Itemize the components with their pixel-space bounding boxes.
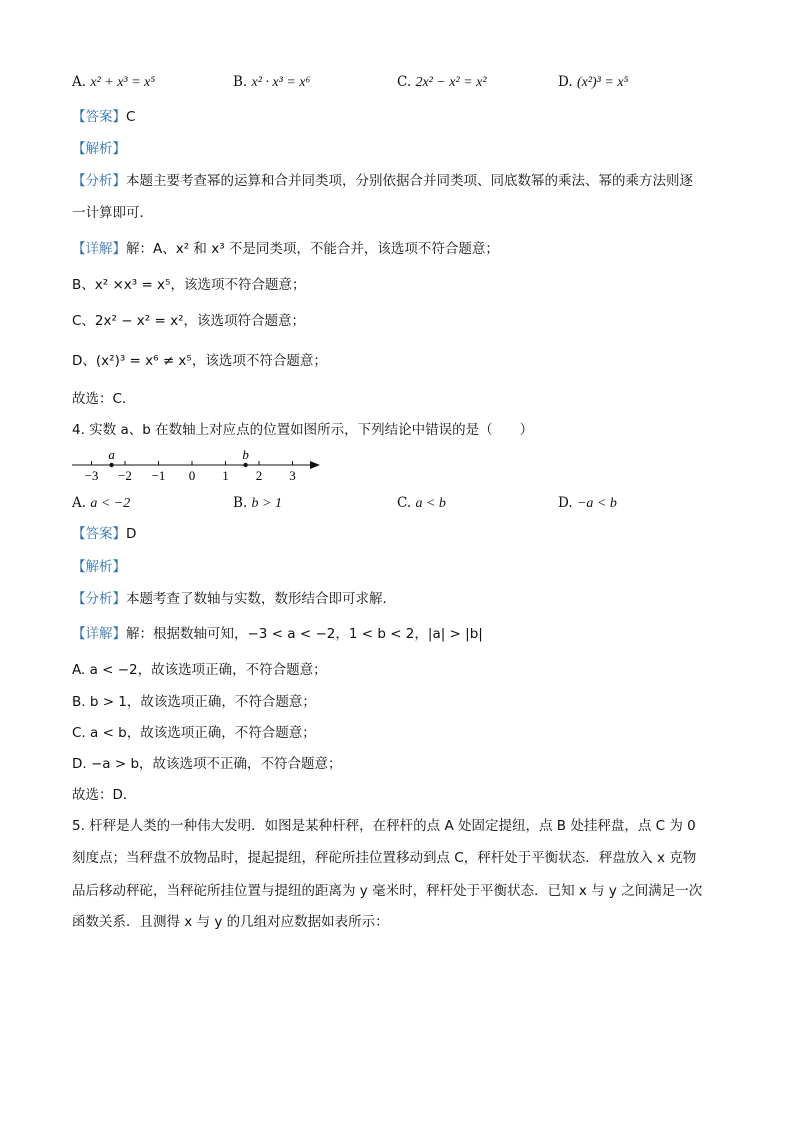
option-expression: (x²)³ = x⁵ [576, 75, 629, 90]
q5-line2: 刻度点；当秤盘不放物品时，提起提纽，秤砣所挂位置移动到点 C，秤杆处于平衡状态．秤盘放入 x 克物 [72, 850, 697, 866]
q4-detail [72, 624, 483, 644]
analysis-text: 本题考查了数轴与实数，数形结合即可求解． [126, 591, 396, 607]
q3-explain-tag [72, 139, 126, 159]
analysis-text: 本题主要考查幂的运算和合并同类项，分别依据合并同类项、同底数幂的乘法、幂的乘方法则逐 [126, 173, 693, 189]
q4-option-d [558, 493, 617, 514]
q3-option-a [72, 72, 155, 93]
q3-option-d [558, 72, 628, 93]
number-line-point-b [243, 463, 247, 467]
option-label: C. [397, 495, 412, 511]
number-line-tick-label: 1 [222, 468, 229, 483]
q3-choose: 故选：C． [72, 391, 136, 407]
option-label: A. [72, 74, 87, 90]
option-label: A. [72, 495, 87, 511]
number-line-tick-label: −2 [118, 468, 132, 483]
number-line-tick-label: 3 [289, 468, 296, 483]
detail-tag: 【详解】 [72, 241, 126, 257]
q3-detail-d: D、(x²)³ = x⁶ ≠ x⁵，该选项不符合题意； [72, 353, 327, 369]
analysis-tag: 【分析】 [72, 591, 126, 607]
analysis-tag: 【分析】 [72, 173, 126, 189]
option-expression: a < −2 [90, 496, 131, 511]
q4-detail-c: C. a < b，故该选项正确，不符合题意； [72, 725, 316, 741]
q3-answer [72, 107, 135, 127]
option-label: B. [233, 495, 248, 511]
number-line-point-label-a: a [108, 447, 115, 462]
q3-analysis-line2: 一计算即可． [72, 205, 153, 221]
option-expression: −a < b [576, 496, 617, 511]
q4-analysis [72, 589, 396, 609]
option-label: D. [558, 495, 573, 511]
answer-value: D [126, 526, 137, 542]
option-label: C. [397, 74, 412, 90]
q3-analysis [72, 171, 693, 191]
q4-detail-d: D. −a > b，故该选项不正确，不符合题意； [72, 756, 342, 772]
q4-explain-tag [72, 557, 126, 577]
answer-tag: 【答案】 [72, 109, 126, 125]
q4-detail-b: B. b > 1，故该选项正确，不符合题意； [72, 694, 316, 710]
explain-tag: 【解析】 [72, 559, 126, 575]
number-line-figure [72, 446, 332, 486]
explain-tag: 【解析】 [72, 141, 126, 157]
q4-stem: 4. 实数 a、b 在数轴上对应点的位置如图所示，下列结论中错误的是（ ） [72, 422, 534, 438]
q3-detail [72, 239, 499, 259]
q3-detail-c: C、2x² − x² = x²，该选项符合题意； [72, 313, 306, 329]
q4-answer [72, 524, 136, 544]
answer-tag: 【答案】 [72, 526, 126, 542]
option-expression: 2x² − x² = x² [415, 75, 487, 90]
option-label: D. [558, 74, 573, 90]
option-label: B. [233, 74, 248, 90]
number-line-point-a [109, 463, 113, 467]
q4-option-b [233, 493, 282, 514]
q5-line4: 函数关系．且测得 x 与 y 的几组对应数据如表所示： [72, 914, 389, 930]
option-expression: x² + x³ = x⁵ [90, 75, 156, 90]
q4-option-a [72, 493, 130, 514]
q4-option-c [397, 493, 446, 514]
q5-line3: 品后移动秤砣，当秤砣所挂位置与提纽的距离为 y 毫米时，秤杆处于平衡状态．已知 x 与 y 之间满足一次 [72, 883, 703, 899]
answer-value: C [126, 109, 136, 125]
option-expression: a < b [415, 496, 446, 511]
number-line-tick-label: −3 [84, 468, 99, 483]
number-line-tick-label: 2 [255, 468, 263, 483]
q5-line1: 5. 杆秤是人类的一种伟大发明．如图是某种杆秤，在秤杆的点 A 处固定提纽，点 B 处挂秤盘，点 C 为 0 [72, 818, 696, 834]
detail-tag: 【详解】 [72, 626, 126, 642]
option-expression: x² · x³ = x⁶ [251, 75, 311, 90]
number-line-point-label-b: b [242, 447, 249, 462]
option-expression: b > 1 [251, 496, 282, 511]
detail-text: 解：A、x² 和 x³ 不是同类项，不能合并，该选项不符合题意； [126, 241, 499, 257]
axis-arrow-icon [310, 461, 320, 469]
q4-choose: 故选：D． [72, 787, 137, 803]
detail-text: 解：根据数轴可知，−3 < a < −2，1 < b < 2，|a| > |b| [126, 626, 483, 642]
number-line-tick-label: −1 [151, 468, 166, 483]
q3-detail-b: B、x² ×x³ = x⁵，该选项不符合题意； [72, 277, 306, 293]
q3-option-c [397, 72, 487, 93]
number-line-tick-label: 0 [188, 468, 196, 483]
q3-option-b [233, 72, 310, 93]
q4-detail-a: A. a < −2，故该选项正确，不符合题意； [72, 662, 327, 678]
